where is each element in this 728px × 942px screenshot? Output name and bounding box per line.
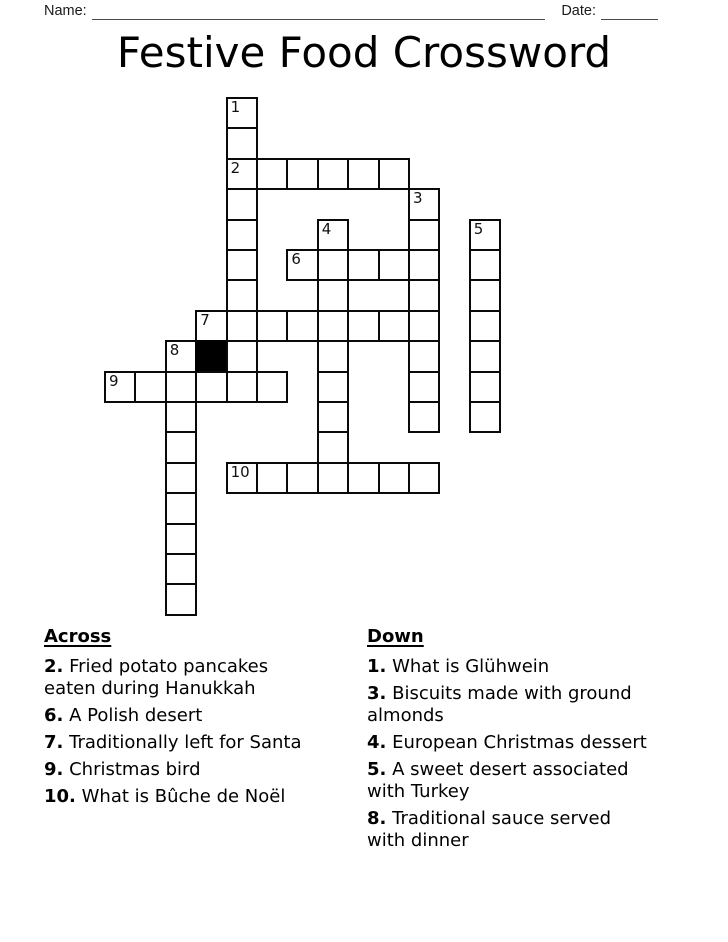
grid-cell[interactable] xyxy=(226,127,258,159)
grid-cell[interactable] xyxy=(408,279,440,311)
down-clue-1 xyxy=(367,656,712,678)
cell-number: 3 xyxy=(413,189,423,208)
grid-cell-7[interactable] xyxy=(195,310,227,342)
across-clue-list xyxy=(44,656,364,808)
grid-cell[interactable] xyxy=(165,523,197,555)
cell-number: 6 xyxy=(291,250,301,268)
clue-number: 9. xyxy=(44,759,64,780)
grid-cell[interactable] xyxy=(408,401,440,433)
clue-number: 1. xyxy=(367,656,387,677)
grid-cell[interactable] xyxy=(165,553,197,585)
grid-cell[interactable] xyxy=(226,219,258,251)
cell-number: 5 xyxy=(473,219,484,238)
grid-cell[interactable] xyxy=(408,462,440,494)
grid-cell[interactable] xyxy=(226,310,258,342)
grid-cell[interactable] xyxy=(408,340,440,372)
grid-cell-3[interactable] xyxy=(408,188,440,220)
cell-number: 7 xyxy=(200,310,210,329)
grid-cell[interactable] xyxy=(408,249,440,281)
grid-cell[interactable] xyxy=(469,340,501,372)
grid-cell[interactable] xyxy=(408,371,440,403)
grid-cell[interactable] xyxy=(378,249,410,281)
grid-cell-8[interactable] xyxy=(165,340,197,372)
grid-cell[interactable] xyxy=(469,371,501,403)
clue-number: 6. xyxy=(44,705,64,726)
cell-number: 2 xyxy=(230,158,241,177)
grid-cell[interactable] xyxy=(226,279,258,311)
grid-cell-2[interactable] xyxy=(226,158,258,190)
grid-cell[interactable] xyxy=(286,462,318,494)
grid-cell[interactable] xyxy=(256,462,288,494)
grid-cell-9[interactable] xyxy=(104,371,136,403)
clue-line: 8. Traditional sauce served xyxy=(367,808,612,829)
down-clue-3 xyxy=(367,683,712,727)
grid-cell[interactable] xyxy=(347,158,379,190)
grid-cell[interactable] xyxy=(347,310,379,342)
clue-number: 2. xyxy=(44,656,64,677)
grid-cell[interactable] xyxy=(256,371,288,403)
grid-cell[interactable] xyxy=(469,279,501,311)
grid-cell[interactable] xyxy=(317,279,349,311)
grid-cell[interactable] xyxy=(286,310,318,342)
grid-cell[interactable] xyxy=(317,340,349,372)
grid-cell[interactable] xyxy=(408,219,440,251)
cell-number: 8 xyxy=(169,341,180,360)
down-clue-list xyxy=(367,656,712,852)
grid-cell[interactable] xyxy=(165,492,197,524)
cell-number: 10 xyxy=(230,462,250,481)
clue-line: 5. A sweet desert associated xyxy=(367,759,629,780)
clue-line: 10. What is Bûche de Noël xyxy=(44,786,286,807)
across-clue-2 xyxy=(44,656,364,700)
cell-number: 1 xyxy=(230,98,241,116)
name-label: Name: xyxy=(44,3,87,19)
grid-cell[interactable] xyxy=(469,249,501,281)
grid-cell[interactable] xyxy=(408,310,440,342)
grid-cell[interactable] xyxy=(317,158,349,190)
clue-line: 1. What is Glühwein xyxy=(367,656,550,677)
down-clue-4 xyxy=(367,732,712,754)
grid-cell[interactable] xyxy=(165,371,197,403)
grid-cell[interactable] xyxy=(165,431,197,463)
grid-cell[interactable] xyxy=(317,249,349,281)
clue-line: almonds xyxy=(367,705,444,726)
grid-cell[interactable] xyxy=(317,431,349,463)
black-cell xyxy=(195,340,227,372)
grid-cell[interactable] xyxy=(226,340,258,372)
cell-number: 9 xyxy=(109,371,119,390)
across-clue-7 xyxy=(44,732,364,754)
clue-line: 6. A Polish desert xyxy=(44,705,203,726)
clue-line: 9. Christmas bird xyxy=(44,759,201,780)
down-clue-8 xyxy=(367,808,712,852)
grid-cell[interactable] xyxy=(347,462,379,494)
clue-line: 3. Biscuits made with ground xyxy=(367,683,632,704)
grid-cell[interactable] xyxy=(347,249,379,281)
across-heading: Across xyxy=(44,626,112,647)
clue-number: 8. xyxy=(367,808,387,829)
grid-cell[interactable] xyxy=(226,188,258,220)
name-blank-line xyxy=(92,2,546,20)
page-title: Festive Food Crossword xyxy=(116,28,612,77)
grid-cell[interactable] xyxy=(469,310,501,342)
grid-cell[interactable] xyxy=(317,371,349,403)
grid-cell[interactable] xyxy=(165,401,197,433)
grid-cell[interactable] xyxy=(378,158,410,190)
grid-cell[interactable] xyxy=(226,249,258,281)
header xyxy=(44,2,658,20)
grid-cell-6[interactable] xyxy=(286,249,318,281)
clue-line: 7. Traditionally left for Santa xyxy=(44,732,302,753)
clue-line: with dinner xyxy=(367,830,469,851)
grid-cell[interactable] xyxy=(226,371,258,403)
across-clue-10 xyxy=(44,786,364,808)
clue-line: 4. European Christmas dessert xyxy=(367,732,647,753)
across-clue-6 xyxy=(44,705,364,727)
grid-cell[interactable] xyxy=(195,371,227,403)
grid-cell-1[interactable] xyxy=(226,97,258,129)
across-clues xyxy=(44,626,364,813)
grid-cell[interactable] xyxy=(378,462,410,494)
grid-cell[interactable] xyxy=(134,371,166,403)
down-clues xyxy=(367,626,712,857)
clue-number: 7. xyxy=(44,732,64,753)
clue-number: 10. xyxy=(44,786,76,807)
grid-cell-5[interactable] xyxy=(469,219,501,251)
date-label: Date: xyxy=(561,3,596,19)
clue-number: 4. xyxy=(367,732,387,753)
cell-number: 4 xyxy=(321,219,332,238)
down-clue-5 xyxy=(367,759,712,803)
across-clue-9 xyxy=(44,759,364,781)
grid-cell[interactable] xyxy=(469,401,501,433)
clue-line: eaten during Hanukkah xyxy=(44,678,256,699)
clue-line: 2. Fried potato pancakes xyxy=(44,656,269,677)
clue-number: 3. xyxy=(367,683,387,704)
grid-cell[interactable] xyxy=(317,310,349,342)
grid-cell[interactable] xyxy=(165,583,197,615)
grid-cell-10[interactable] xyxy=(226,462,258,494)
grid-cell[interactable] xyxy=(286,158,318,190)
clue-number: 5. xyxy=(367,759,387,780)
date-blank-line xyxy=(601,2,658,20)
grid-cell-4[interactable] xyxy=(317,219,349,251)
down-heading: Down xyxy=(367,626,424,647)
grid-cell[interactable] xyxy=(256,158,288,190)
grid-cell[interactable] xyxy=(165,462,197,494)
grid-cell[interactable] xyxy=(317,401,349,433)
grid-cell[interactable] xyxy=(256,310,288,342)
grid-cell[interactable] xyxy=(378,310,410,342)
grid-cell[interactable] xyxy=(317,462,349,494)
clue-line: with Turkey xyxy=(367,781,470,802)
